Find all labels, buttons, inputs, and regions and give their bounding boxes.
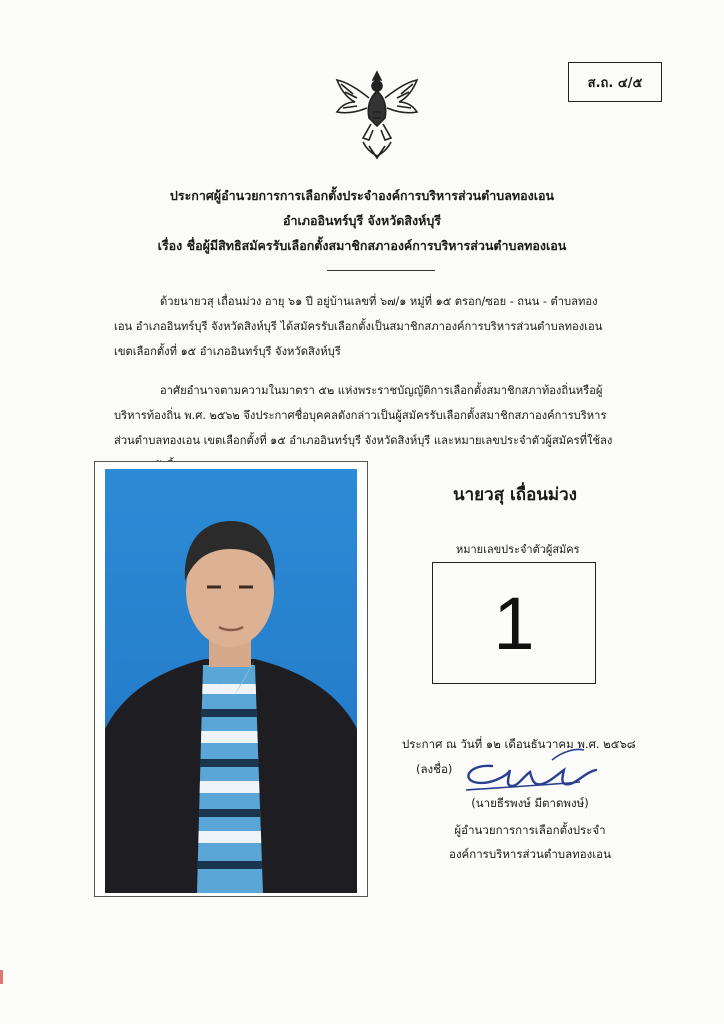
- announcement-date: ประกาศ ณ วันที่ ๑๒ เดือนธันวาคม พ.ศ. ๒๕๖๘: [402, 737, 636, 751]
- announcement-title: ประกาศผู้อำนวยการการเลือกตั้งประจำองค์การบริหารส่วนตำบลทองเอน: [169, 188, 555, 203]
- candidate-photo-frame: [94, 461, 368, 897]
- scan-edge-mark: [0, 970, 3, 984]
- handwritten-signature: [452, 742, 602, 802]
- candidate-number: 1: [493, 581, 535, 665]
- legal-authority-paragraph: อาศัยอำนาจตามความในมาตรา ๕๒ แห่งพระราชบัญญัติการเลือกตั้งสมาชิกสภาท้องถิ่นหรือผู้บริหารท้องถิ่น พ.ศ. ๒๕๖๒ จึงประกาศชื่อบุคคลดังกล่าวเป็นผู้สมัครรับเลือกตั้งสมาชิกสภาองค์การบริหารส่วนตำบลทองเอน เขตเลือกตั้งที่ ๑๕ อำเภออินทร์บุรี จังหวัดสิงห์บุรี และหมายเลขประจำตัวผู้สมัครที่ใช้ลง: [114, 384, 613, 447]
- form-code: ส.ถ. ๔/๕: [587, 75, 643, 91]
- signed-label: (ลงชื่อ): [416, 762, 453, 776]
- header-divider: [327, 270, 435, 271]
- candidate-number-label: หมายเลขประจำตัวผู้สมัคร: [456, 543, 580, 556]
- garuda-emblem-icon: [333, 68, 421, 160]
- candidate-photo: [105, 469, 357, 893]
- district-province-line: อำเภออินทร์บุรี จังหวัดสิงห์บุรี: [283, 213, 441, 228]
- subject-line: เรื่อง ชื่อผู้มีสิทธิสมัครรับเลือกตั้งสมาชิกสภาองค์การบริหารส่วนตำบลทองเอน: [157, 238, 567, 253]
- form-code-box: [568, 62, 662, 102]
- candidate-name: นายวสุ เถื่อนม่วง: [453, 485, 577, 505]
- signer-title-line1: ผู้อำนวยการการเลือกตั้งประจำ: [454, 823, 606, 837]
- signer-title-line2: องค์การบริหารส่วนตำบลทองเอน: [449, 847, 611, 861]
- candidate-number-box: [432, 562, 596, 684]
- candidate-details-paragraph: ด้วยนายวสุ เถื่อนม่วง อายุ ๖๑ ปี อยู่บ้านเลขที่ ๖๗/๑ หมู่ที่ ๑๕ ตรอก/ซอย - ถนน - ตำบลทองเอน อำเภออินทร์บุรี จังหวัดสิงห์บุรี ได้สมัครรับเลือกตั้งเป็นสมาชิกสภาองค์การบริหารส่วนตำบลทองเอน เขตเลือกตั้งที่ ๑๕ อำเภออินทร์บุรี จังหวัดสิงห์บุรี: [114, 295, 603, 358]
- signer-name: (นายธีรพงษ์ มีตาดพงษ์): [471, 796, 589, 810]
